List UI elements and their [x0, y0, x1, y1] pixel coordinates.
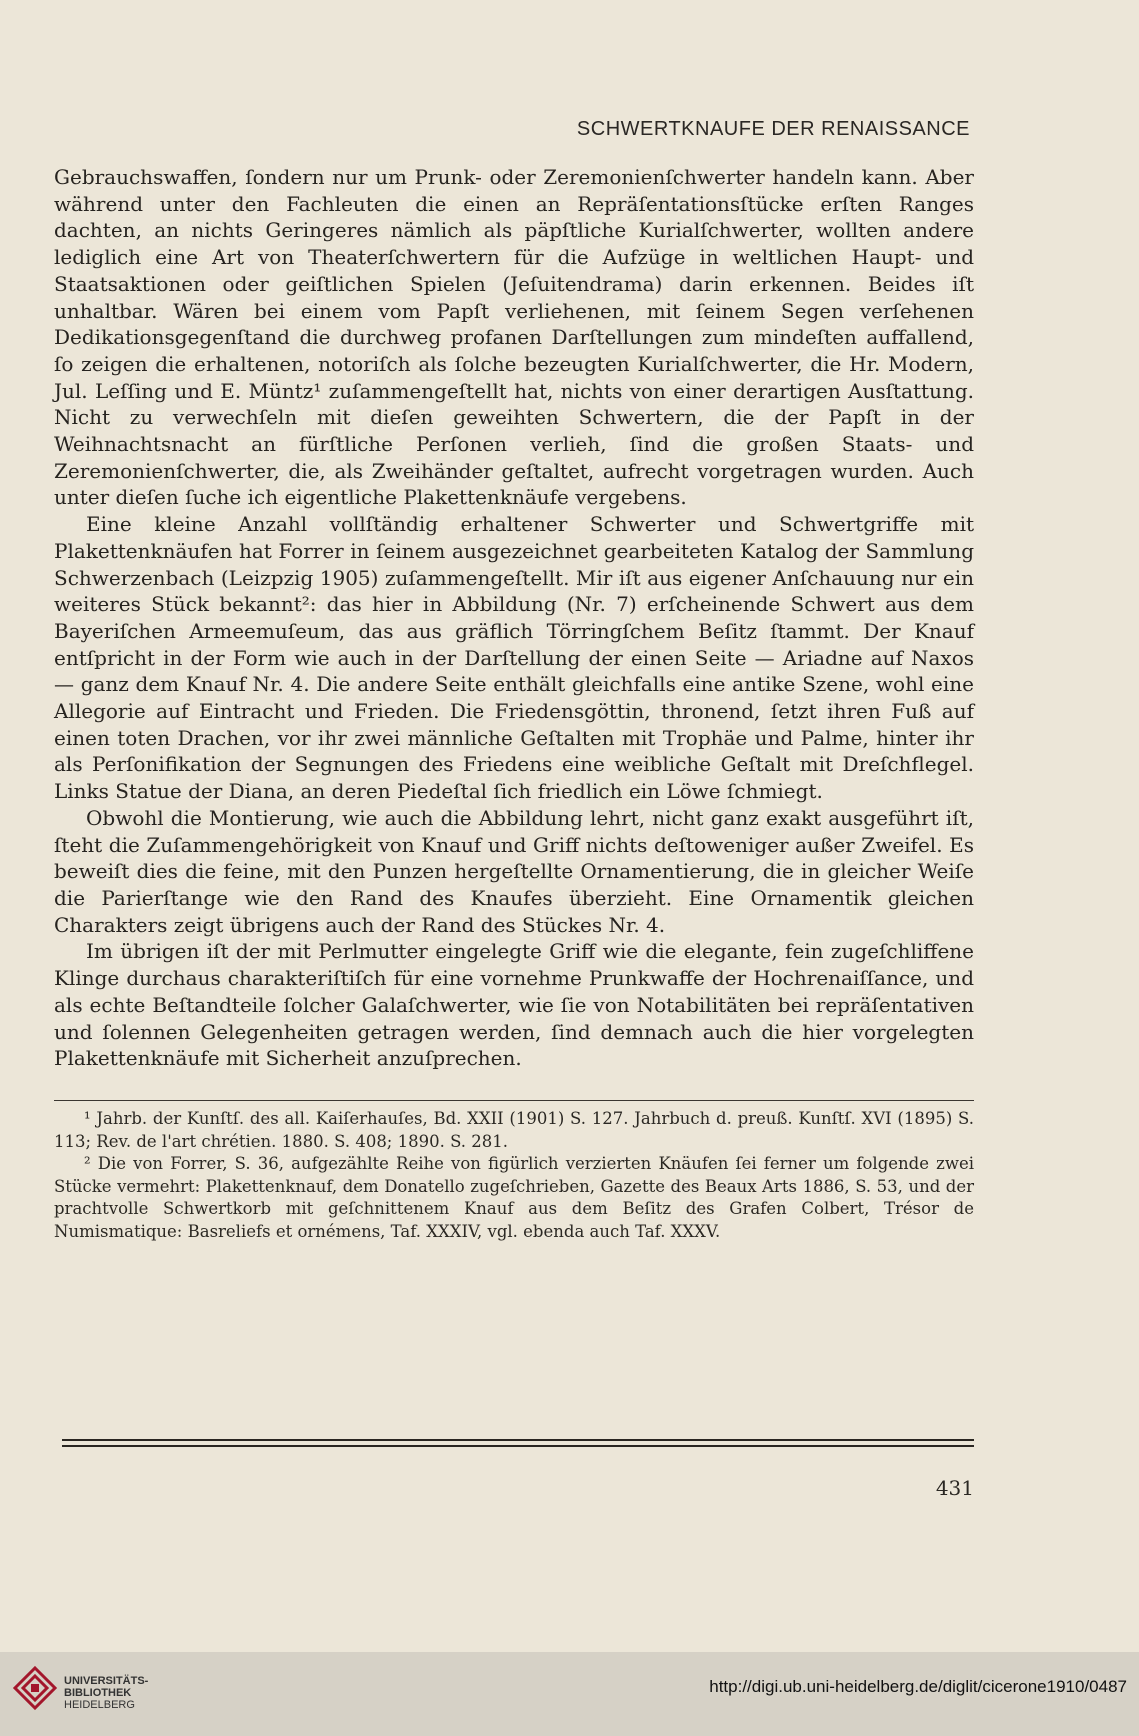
- library-name: [64, 1675, 148, 1711]
- bottom-rule: [62, 1439, 974, 1441]
- library-logo-icon: [12, 1665, 58, 1711]
- main-text: [54, 164, 974, 1072]
- bottom-rule: [62, 1445, 974, 1447]
- library-name-line: UNIVERSITÄTS-: [64, 1675, 149, 1687]
- library-name-line: HEIDELBERG: [64, 1699, 135, 1711]
- footnote: ² Die von Forrer, S. 36, aufgezählte Reihe von figürlich verzierten Knäufen ſei ferner um folgende zwei Stücke vermehrt: Plakettenknauf, dem Donatello zugeſchrieben, Gazette des Beaux Arts 1886, S. 53, und der prachtvolle Schwertkorb mit geſchnittenem Knauf aus dem Beſitz des Grafen Colbert, Trésor de Numismatique: Basreliefs et ornémens, Taf. XXXIV, vgl. ebenda auch Taf. XXXV.: [54, 1154, 974, 1241]
- library-name-line: BIBLIOTHEK: [64, 1687, 132, 1699]
- paragraph: Im übrigen iſt der mit Perlmutter eingelegte Griff wie die elegante, fein zugeſchliffene Klinge durchaus charakteriſtiſch für eine vornehme Prunkwaffe der Hochrenaiſſance, und als echte Beſtandteile ſolcher Galaſchwerter, wie ſie von Notabilitäten bei repräſentativen und ſolennen Gelegenheiten getragen werden, ſind demnach auch die hier vorgelegten Plakettenknäufe mit Sicherheit anzuſprechen.: [54, 939, 974, 1071]
- footnotes: [54, 1108, 974, 1243]
- running-header: SCHWERTKNAUFE DER RENAISSANCE: [576, 118, 970, 140]
- footnote: ¹ Jahrb. der Kunſtſ. des all. Kaiſerhauſes, Bd. XXII (1901) S. 127. Jahrbuch d. preuß. Kunſtſ. XVI (1895) S. 113; Rev. de l'art chrétien. 1880. S. 408; 1890. S. 281.: [54, 1109, 974, 1151]
- page-number: 431: [935, 1476, 974, 1500]
- footnote-rule: [54, 1100, 974, 1101]
- permalink-url[interactable]: http://digi.ub.uni-heidelberg.de/diglit/cicerone1910/0487: [709, 1677, 1127, 1696]
- paragraph: Eine kleine Anzahl vollſtändig erhaltener Schwerter und Schwertgriffe mit Plakettenknäufen hat Forrer in ſeinem ausgezeichnet gearbeiteten Katalog der Sammlung Schwerzenbach (Leizpzig 1905) zuſammengeſtellt. Mir iſt aus eigener Anſchauung nur ein weiteres Stück bekannt²: das hier in Abbildung (Nr. 7) erſcheinende Schwert aus dem Bayeriſchen Armeemuſeum, das aus gräflich Törringſchem Beſitz ſtammt. Der Knauf entſpricht in der Form wie auch in der Darſtellung der einen Seite — Ariadne auf Naxos — ganz dem Knauf Nr. 4. Die andere Seite enthält gleichfalls eine antike Szene, wohl eine Allegorie auf Eintracht und Frieden. Die Friedensgöttin, thronend, ſetzt ihren Fuß auf einen toten Drachen, vor ihr zwei männliche Geſtalten mit Trophäe und Palme, hinter ihr als Perſonifikation der Segnungen des Friedens eine weibliche Geſtalt mit Dreſchflegel. Links Statue der Diana, an deren Piedeſtal ſich friedlich ein Löwe ſchmiegt.: [54, 512, 974, 804]
- paragraph: Gebrauchswaffen, ſondern nur um Prunk- oder Zeremonienſchwerter handeln kann. Aber während unter den Fachleuten die einen an Repräſentationsſtücke erſten Ranges dachten, an nichts Geringeres nämlich als päpſtliche Kurialſchwerter, wollten andere lediglich eine Art von Theaterſchwertern für die Aufzüge in weltlichen Haupt- und Staatsaktionen oder geiſtlichen Spielen (Jeſuitendrama) darin erkennen. Beides iſt unhaltbar. Wären bei einem vom Papſt verliehenen, mit ſeinem Segen verſehenen Dedikationsgegenſtand die durchweg profanen Darſtellungen zum mindeſten auffallend, ſo zeigen die erhaltenen, notoriſch als ſolche bezeugten Kurialſchwerter, die Hr. Modern, Jul. Leſſing und E. Müntz¹ zuſammengeſtellt hat, nichts von einer derartigen Ausſtattung. Nicht zu verwechſeln mit dieſen geweihten Schwertern, die der Papſt in der Weihnachtsnacht an fürſtliche Perſonen verlieh, ſind die großen Staats- und Zeremonienſchwerter, die, als Zweihänder geſtaltet, aufrecht vorgetragen wurden. Auch unter dieſen ſuche ich eigentliche Plakettenknäufe vergebens.: [54, 165, 974, 510]
- paragraph: Obwohl die Montierung, wie auch die Abbildung lehrt, nicht ganz exakt ausgeführt iſt, ſteht die Zuſammengehörigkeit von Knauf und Griff nichts deſtoweniger außer Zweifel. Es beweiſt dies die feine, mit den Punzen hergeſtellte Ornamentierung, die in gleicher Weiſe die Parierſtange wie den Rand des Knaufes überzieht. Eine Ornamentik gleichen Charakters zeigt übrigens auch der Rand des Stückes Nr. 4.: [54, 805, 974, 937]
